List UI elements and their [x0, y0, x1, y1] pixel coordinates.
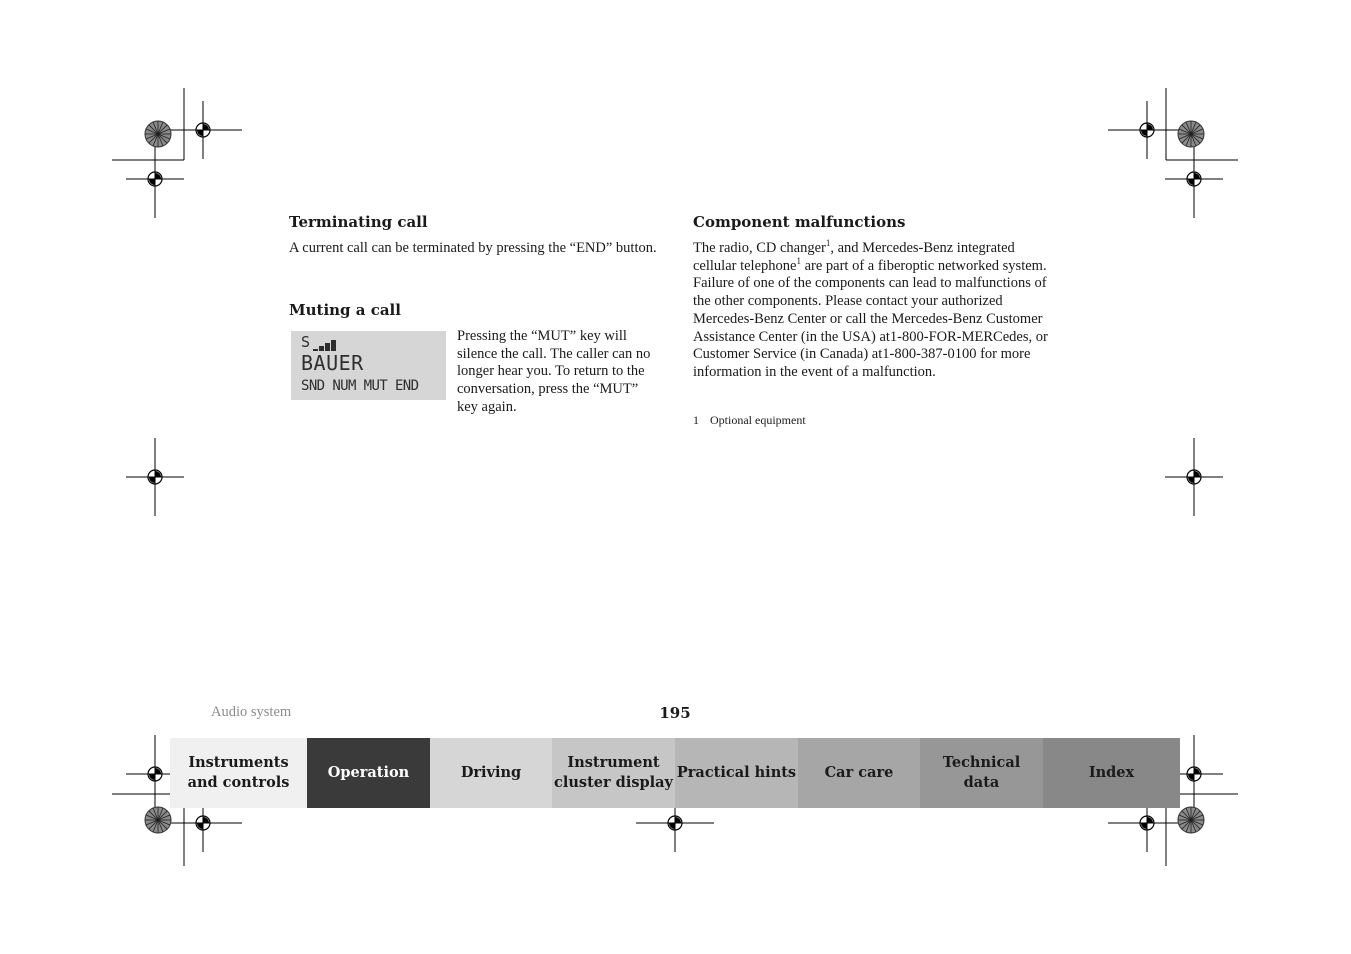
display-line1-prefix: S — [301, 333, 311, 351]
component-malfunctions-text: The radio, CD changer$^1$, and Mercedes-Benz integrated cellular telephone$^1$ are part of a fiberoptic networked system. Failure of one of the components can lead to malfunctions of the other components. Please contact your authorized Mercedes-Benz Center or call the Mercedes-Benz Customer Assistance Center (in the USA) at1-800-FOR-MERCedes, or Customer Service (in Canada) at1-800-387-0100 for more information in the event of a malfunction. — [693, 238, 1048, 380]
section-nav-tabs — [170, 738, 1180, 808]
tab-label: Instrument cluster display — [554, 754, 673, 791]
signal-bar — [325, 343, 330, 351]
tab-technical[interactable] — [920, 738, 1043, 808]
footnote — [693, 413, 806, 428]
tab-driving[interactable] — [430, 738, 552, 808]
muting-call-heading: Muting a call — [289, 301, 401, 319]
tab-operation[interactable] — [307, 738, 430, 808]
tab-label: Practical hints — [676, 764, 797, 781]
tab-label: Technical data — [942, 754, 1021, 791]
footnote-number: 1 — [693, 413, 699, 427]
signal-bar — [337, 337, 342, 351]
footnote-text: Optional equipment — [710, 413, 806, 427]
footnote-marker: 1 — [825, 238, 831, 249]
terminating-call-heading: Terminating call — [289, 213, 428, 231]
signal-strength-icon — [313, 337, 343, 351]
tab-label: Car care — [824, 764, 894, 781]
tab-label: Index — [1088, 764, 1135, 781]
color-rosette-icon — [145, 807, 171, 833]
color-rosette-icon — [1178, 807, 1204, 833]
page-number: 195 — [659, 704, 691, 722]
component-malfunctions-heading: Component malfunctions — [693, 213, 906, 231]
color-rosette-icon — [1178, 121, 1204, 147]
tab-car-care[interactable] — [798, 738, 920, 808]
display-softkeys: SND NUM MUT END — [301, 378, 419, 394]
tab-label: Operation — [327, 764, 410, 781]
section-label: Audio system — [211, 704, 292, 720]
signal-bar — [331, 340, 336, 351]
muting-call-text: Pressing the “MUT” key will silence the call. The caller can no longer hear you. To return to the conversation, press the “MUT” key again. — [457, 328, 651, 415]
color-rosette-icon — [145, 121, 171, 147]
tab-practical-hints[interactable] — [675, 738, 798, 808]
display-caller-name: BAUER — [301, 351, 364, 375]
tab-label: Instruments and controls — [187, 754, 290, 791]
terminating-call-text: A current call can be terminated by pressing the “END” button. — [289, 240, 657, 256]
tab-label: Driving — [460, 764, 522, 781]
phone-display — [291, 331, 446, 400]
tab-instrument[interactable] — [552, 738, 675, 808]
tab-instruments[interactable] — [170, 738, 307, 808]
tab-index[interactable] — [1043, 738, 1180, 808]
footnote-marker: 1 — [796, 255, 801, 266]
